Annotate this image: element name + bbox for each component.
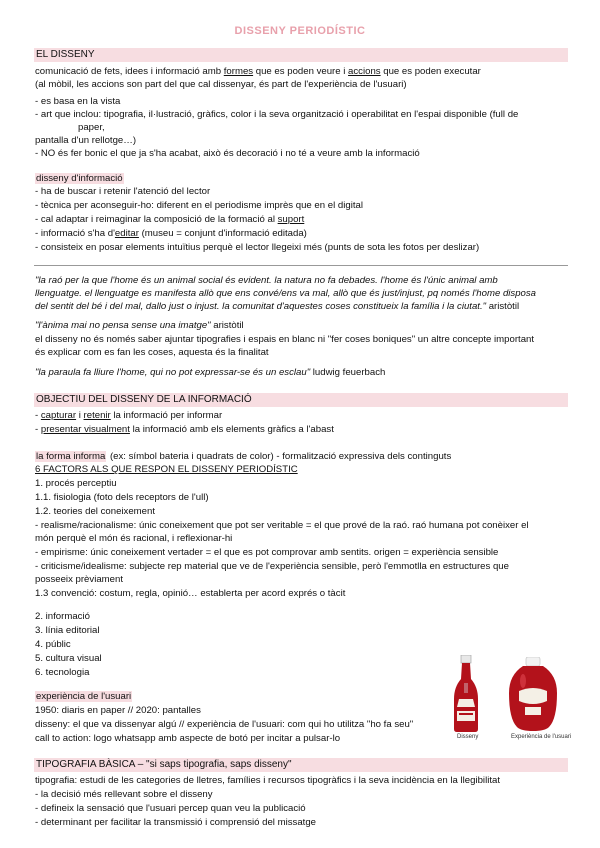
- list-item: - criticisme/idealisme: subjecte rep material que ve de l'experiència sensible, però l'emmotlla en estructures que: [35, 561, 509, 572]
- image-caption: Experiència de l'usuari: [511, 734, 572, 740]
- subheading: la forma informa (ex: símbol bateria i quadrats de color) - formalització expressiva dels continguts: [36, 451, 452, 462]
- list-item: - es basa en la vista: [35, 96, 121, 107]
- list-item: - presentar visualment la informació amb els elements gràfics a l'abast: [35, 424, 334, 435]
- paragraph-line: comunicació de fets, idees i informació amb formes que es poden veure i accions que es poden executar: [35, 66, 481, 77]
- list-item: - la decisió més rellevant sobre el disseny: [35, 789, 213, 800]
- list-item: món perquè el món és racional, i reflexionar-hi: [35, 533, 233, 544]
- list-item: 5. cultura visual: [35, 653, 102, 664]
- paragraph-line: és explicar com es fan les coses, aquesta és la finalitat: [35, 347, 269, 358]
- list-item: - tècnica per aconseguir-ho: diferent en el periodisme imprès que en el digital: [35, 200, 363, 211]
- list-item: paper,: [78, 122, 105, 133]
- list-item: 4. públic: [35, 639, 71, 650]
- list-item: - realisme/racionalisme: únic coneixement que pot ser veritable = el que prové de la raó. raó humana pot conèixer el: [35, 520, 529, 531]
- list-item: - defineix la sensació que l'usuari percep quan veu la publicació: [35, 803, 306, 814]
- list-item: - determinant per facilitar la transmissió i comprensió del missatge: [35, 817, 316, 828]
- paragraph-line: call to action: logo whatsapp amb aspecte de botó per incitar a pulsar-lo: [35, 733, 341, 744]
- list-item: - cal adaptar i reimaginar la composició de la formació al suport: [35, 214, 305, 225]
- list-item: 1.1. fisiologia (foto dels receptors de l'ull): [35, 492, 209, 503]
- quote-line: "la raó per la que l'home és un animal social és evident. la natura no fa debades. l'home és l'únic animal amb: [35, 275, 498, 286]
- list-item: pantalla d'un rellotge…): [35, 135, 137, 146]
- section-heading: TIPOGRAFIA BÀSICA – "si saps tipografia, saps disseny": [36, 759, 292, 770]
- quote-line: "l'ànima mai no pensa sense una imatge" aristòtil: [35, 320, 244, 331]
- list-item: 1.2. teories del coneixement: [35, 506, 155, 517]
- list-item: 1. procés perceptiu: [35, 478, 117, 489]
- list-item: - empirisme: únic coneixement vertader = el que es pot comprovar amb sentits. origen = experiència sensible: [35, 547, 499, 558]
- glass-ketchup-bottle-image: [448, 655, 484, 733]
- section-band: [34, 48, 568, 62]
- divider: [34, 265, 568, 266]
- section-heading: EL DISSENY: [36, 49, 95, 60]
- paragraph-line: (al mòbil, les accions son part del que cal dissenyar, és part de l'experiència de l'usuari): [35, 79, 407, 90]
- section-heading: OBJECTIU DEL DISSENY DE LA INFORMACIÓ: [36, 394, 252, 405]
- list-item: - NO és fer bonic el que ja s'ha acabat, això és decoració i no té a veure amb la informació: [35, 148, 420, 159]
- quote-line: "la paraula fa lliure l'home, qui no pot expressar-se és un esclau" ludwig feuerbach: [35, 367, 386, 378]
- list-item: 6. tecnologia: [35, 667, 90, 678]
- list-item: - consisteix en posar elements intuïtius perquè el lector llegeixi més (punts de sota les fotos per deslizar): [35, 242, 480, 253]
- list-item: - art que inclou: tipografia, il·lustració, gràfics, color i la seva organització i operabilitat en l'espai disponible (full de: [35, 109, 519, 120]
- page-title: DISSENY PERIODÍSTIC: [234, 25, 366, 37]
- list-item: 2. informació: [35, 611, 90, 622]
- list-item: - capturar i retenir la informació per informar: [35, 410, 223, 421]
- list-item: posseeix prèviament: [35, 574, 123, 585]
- paragraph-line: 1950: diaris en paper // 2020: pantalles: [35, 705, 201, 716]
- image-caption: Disseny: [457, 734, 479, 740]
- quote-line: del sentit del bé i del mal, dallo just o injust. la comunitat d'aquestes coses constitueix la família i la ciutat." aristòtil: [35, 301, 520, 312]
- factors-heading: 6 FACTORS ALS QUE RESPON EL DISSENY PERIODÍSTIC: [35, 464, 298, 475]
- subheading: disseny d'informació: [36, 173, 123, 184]
- squeeze-ketchup-bottle-image: [505, 657, 561, 731]
- paragraph-line: disseny: el que va dissenyar algú // experiència de l'usuari: com qui ho utilitza "ho fa seu": [35, 719, 414, 730]
- list-item: 3. línia editorial: [35, 625, 100, 636]
- list-item: 1.3 convenció: costum, regla, opinió… establerta per acord exprés o tàcit: [35, 588, 346, 599]
- subheading: experiència de l'usuari: [36, 691, 132, 702]
- list-item: - ha de buscar i retenir l'atenció del lector: [35, 186, 211, 197]
- list-item: - informació s'ha d'editar (museu = conjunt d'informació editada): [35, 228, 307, 239]
- paragraph-line: tipografia: estudi de les categories de lletres, famílies i recursos tipogràfics i la seva incidència en la llegibilitat: [35, 775, 500, 786]
- paragraph-line: el disseny no és només saber ajuntar tipografies i espais en blanc ni "fer coses boniques" un altre concepte important: [35, 334, 535, 345]
- quote-line: llenguatge. el llenguatge es manifesta allò que ens convé/ens va mal, allò que és just/injust, pq només l'home disposa: [35, 288, 537, 299]
